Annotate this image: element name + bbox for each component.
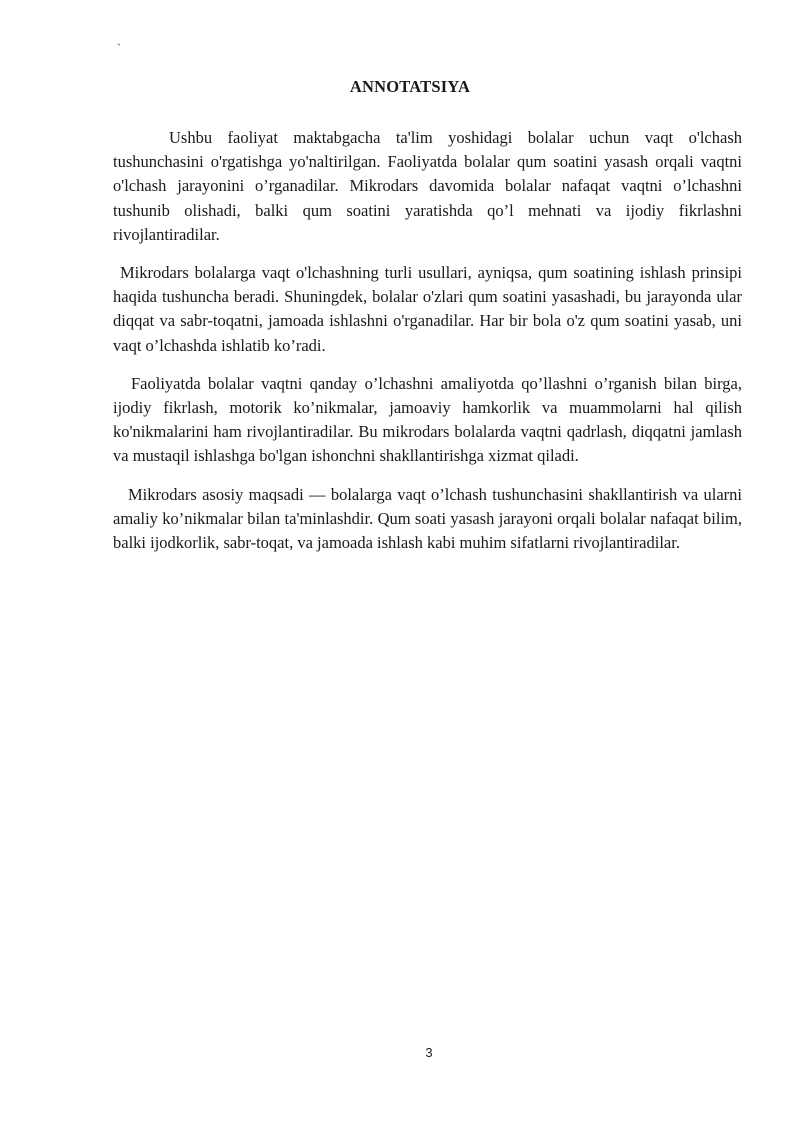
- page-number: 3: [425, 1045, 433, 1060]
- stray-mark: `: [117, 41, 121, 55]
- page-title: ANNOTATSIYA: [349, 77, 471, 96]
- paragraph-4: Mikrodars asosiy maqsadi — bolalarga vaqt o’lchash tushunchasini shakllantirish va ularni amaliy ko’nikmalar bilan ta'minlashdir. Qum soati yasash jarayoni orqali bolalar nafaqat bilim, balki ijodkorlik, sabr-toqat, va jamoada ishlash kabi muhim sifatlarni rivojlantiradilar.: [113, 484, 742, 553]
- paragraph-1: Ushbu faoliyat maktabgacha ta'lim yoshidagi bolalar uchun vaqt o'lchash tushunchasini o'rgatishga yo'naltirilgan. Faoliyatda bolalar qum soatini yasash orqali vaqtni o'lchash jarayonini o’rganadilar. Mikrodars davomida bolalar nafaqat vaqtni o’lchashni tushunib olishadi, balki qum soatini yaratishda qo’l mehnati va ijodiy fikrlashni rivojlantiradilar.: [113, 128, 742, 244]
- paragraph-3: Faoliyatda bolalar vaqtni qanday o’lchashni amaliyotda qo’llashni o’rganish bilan birga, ijodiy fikrlash, motorik ko’nikmalar, jamoaviy hamkorlik va muammolarni hal qilish ko'nikmalarini ham rivojlantiradilar. Bu mikrodars bolalarda vaqtni qadrlash, diqqatni jamlash va mustaqil ishlashga bo'lgan ishonchni shakllantirishga xizmat qiladi.: [113, 373, 742, 466]
- paragraph-2: Mikrodars bolalarga vaqt o'lchashning turli usullari, ayniqsa, qum soatining ishlash prinsipi haqida tushuncha beradi. Shuningdek, bolalar o'zlari qum soatini yasashadi, bu jarayonda ular diqqat va sabr-toqatni, jamoada ishlashni o'rganadilar. Har bir bola o'z qum soatini yasab, uni vaqt o’lchashda ishlatib ko’radi.: [113, 263, 742, 355]
- annotation-body: [113, 126, 742, 569]
